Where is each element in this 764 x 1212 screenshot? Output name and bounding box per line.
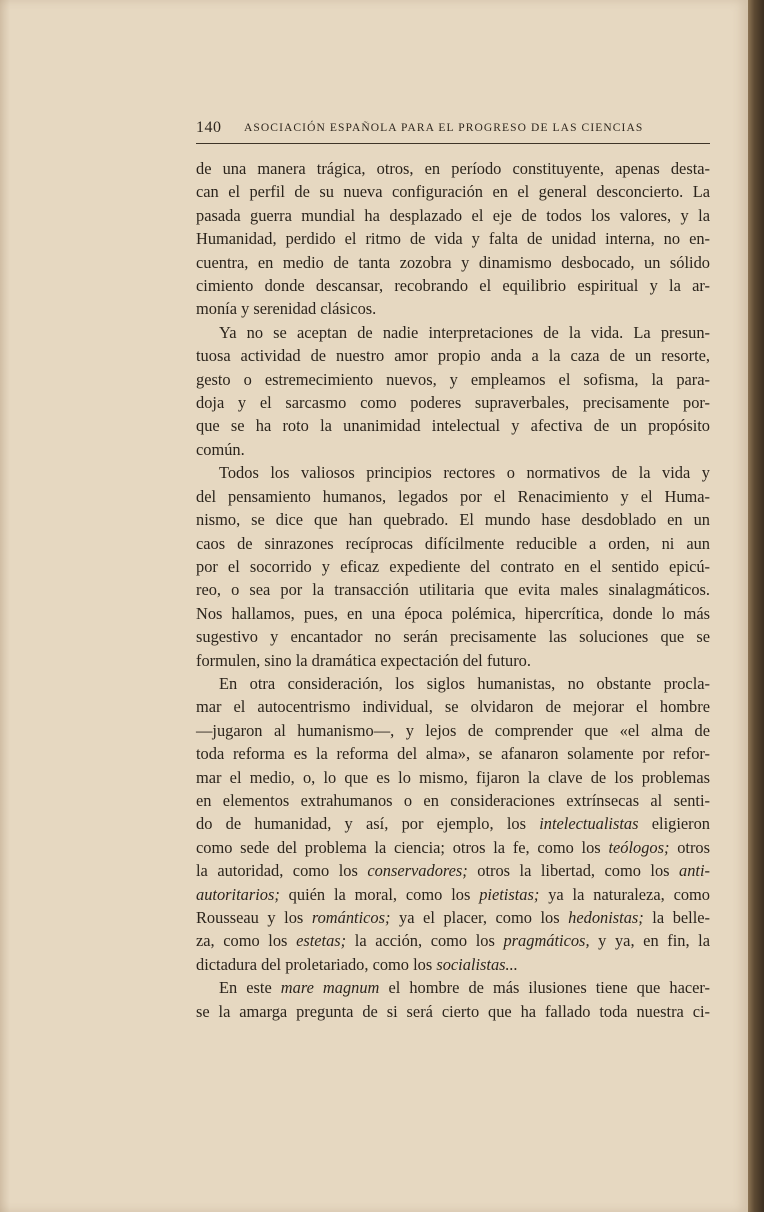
page-gutter-shadow — [0, 0, 10, 1212]
italic-term: autoritarios; — [196, 884, 280, 904]
body-text — [196, 157, 710, 1023]
italic-term: teólogos; — [608, 837, 670, 857]
text-line: Ya no se aceptan de nadie interpretaciones de la vida. La presun- — [219, 322, 710, 342]
text-line: En otra consideración, los siglos humanistas, no obstante procla- — [219, 673, 710, 693]
text-line: cimiento donde descansar, recobrando el equilibrio espiritual y la ar- — [196, 276, 710, 296]
text-line: Rousseau y los románticos; ya el placer, como los hedonistas; la belle- — [196, 908, 710, 927]
text-line: tuosa actividad de nuestro amor propio anda a la caza de un resorte, — [196, 346, 710, 366]
text-line: Todos los valiosos principios rectores o normativos de la vida y — [219, 463, 710, 483]
text-line: en elementos extrahumanos o en consideraciones extrínsecas al senti- — [196, 790, 710, 810]
text-line: Humanidad, perdido el ritmo de vida y falta de unidad interna, no en- — [196, 229, 710, 249]
text-line: formulen, sino la dramática expectación del futuro. — [196, 650, 531, 670]
italic-term: anti- — [679, 861, 710, 881]
text-line: monía y serenidad clásicos. — [196, 299, 377, 319]
text-line: pasada guerra mundial ha desplazado el eje de todos los valores, y la — [196, 205, 710, 225]
text-line: de una manera trágica, otros, en período constituyente, apenas desta- — [196, 159, 710, 178]
italic-term: socialistas... — [436, 954, 518, 974]
book-edge — [748, 0, 764, 1212]
italic-term: hedonistas; — [568, 908, 644, 927]
italic-term: estetas; — [296, 931, 347, 951]
text-line: do de humanidad, y así, por ejemplo, los intelectualistas eligieron — [196, 814, 710, 834]
text-line: se la amarga pregunta de si será cierto que ha fallado toda nuestra ci- — [196, 1001, 710, 1021]
italic-term: pietistas; — [479, 884, 540, 904]
italic-term: pragmáticos, — [503, 931, 590, 951]
text-line: nismo, se dice que han quebrado. El mundo hase desdoblado en un — [196, 510, 710, 530]
text-line: can el perfil de su nueva configuración en el general desconcierto. La — [196, 182, 710, 202]
text-line: reo, o sea por la transacción utilitaria que evita males sinalagmáticos. — [196, 580, 710, 600]
text-line: cuentra, en medio de tanta zozobra y dinamismo desbocado, un sólido — [196, 252, 710, 272]
text-line: caos de sinrazones recíprocas difícilmente reducible a orden, ni aun — [196, 533, 710, 553]
running-head-title: ASOCIACIÓN ESPAÑOLA PARA EL PROGRESO DE LAS CIENCIAS — [244, 122, 644, 134]
text-line: mar el autocentrismo individual, se olvidaron de mejorar el hombre — [196, 697, 710, 717]
text-line: común. — [196, 439, 245, 459]
italic-term: conservadores; — [367, 861, 468, 881]
text-line: Nos hallamos, pues, en una época polémica, hipercrítica, donde lo más — [196, 603, 710, 623]
page-number: 140 — [196, 119, 222, 136]
text-line: del pensamiento humanos, legados por el Renacimiento y el Huma- — [196, 486, 710, 506]
text-line: —jugaron al humanismo—, y lejos de comprender que «el alma de — [196, 720, 710, 740]
italic-term: mare magnum — [280, 978, 380, 998]
text-line: dictadura del proletariado, como los socialistas... — [196, 954, 518, 974]
text-line: En este mare magnum el hombre de más ilusiones tiene que hacer- — [219, 978, 710, 998]
text-line: como sede del problema la ciencia; otros la fe, como los teólogos; otros — [196, 837, 710, 857]
text-line: la autoridad, como los conservadores; otros la libertad, como los anti- — [196, 861, 710, 881]
text-line: que se ha roto la unanimidad intelectual y afectiva de un propósito — [196, 416, 710, 436]
text-line: mar el medio, o, lo que es lo mismo, fijaron la clave de los problemas — [196, 767, 710, 787]
running-header — [196, 119, 710, 144]
italic-term: intelectualistas — [539, 814, 639, 834]
text-line: gesto o estremecimiento nuevos, y empleamos el sofisma, la para- — [196, 369, 710, 389]
text-line: toda reforma es la reforma del alma», se afanaron solamente por refor- — [196, 744, 710, 764]
italic-term: románticos; — [311, 908, 391, 927]
text-line: autoritarios; quién la moral, como los pietistas; ya la naturaleza, como — [196, 884, 710, 904]
text-line: za, como los estetas; la acción, como los pragmáticos, y ya, en fin, la — [196, 931, 711, 951]
text-line: por el socorrido y eficaz expediente del contrato en el sentido epicú- — [196, 556, 710, 576]
text-line: doja y el sarcasmo como poderes supraverbales, precisamente por- — [196, 393, 710, 413]
text-line: sugestivo y encantador no serán precisamente las soluciones que se — [196, 627, 710, 647]
